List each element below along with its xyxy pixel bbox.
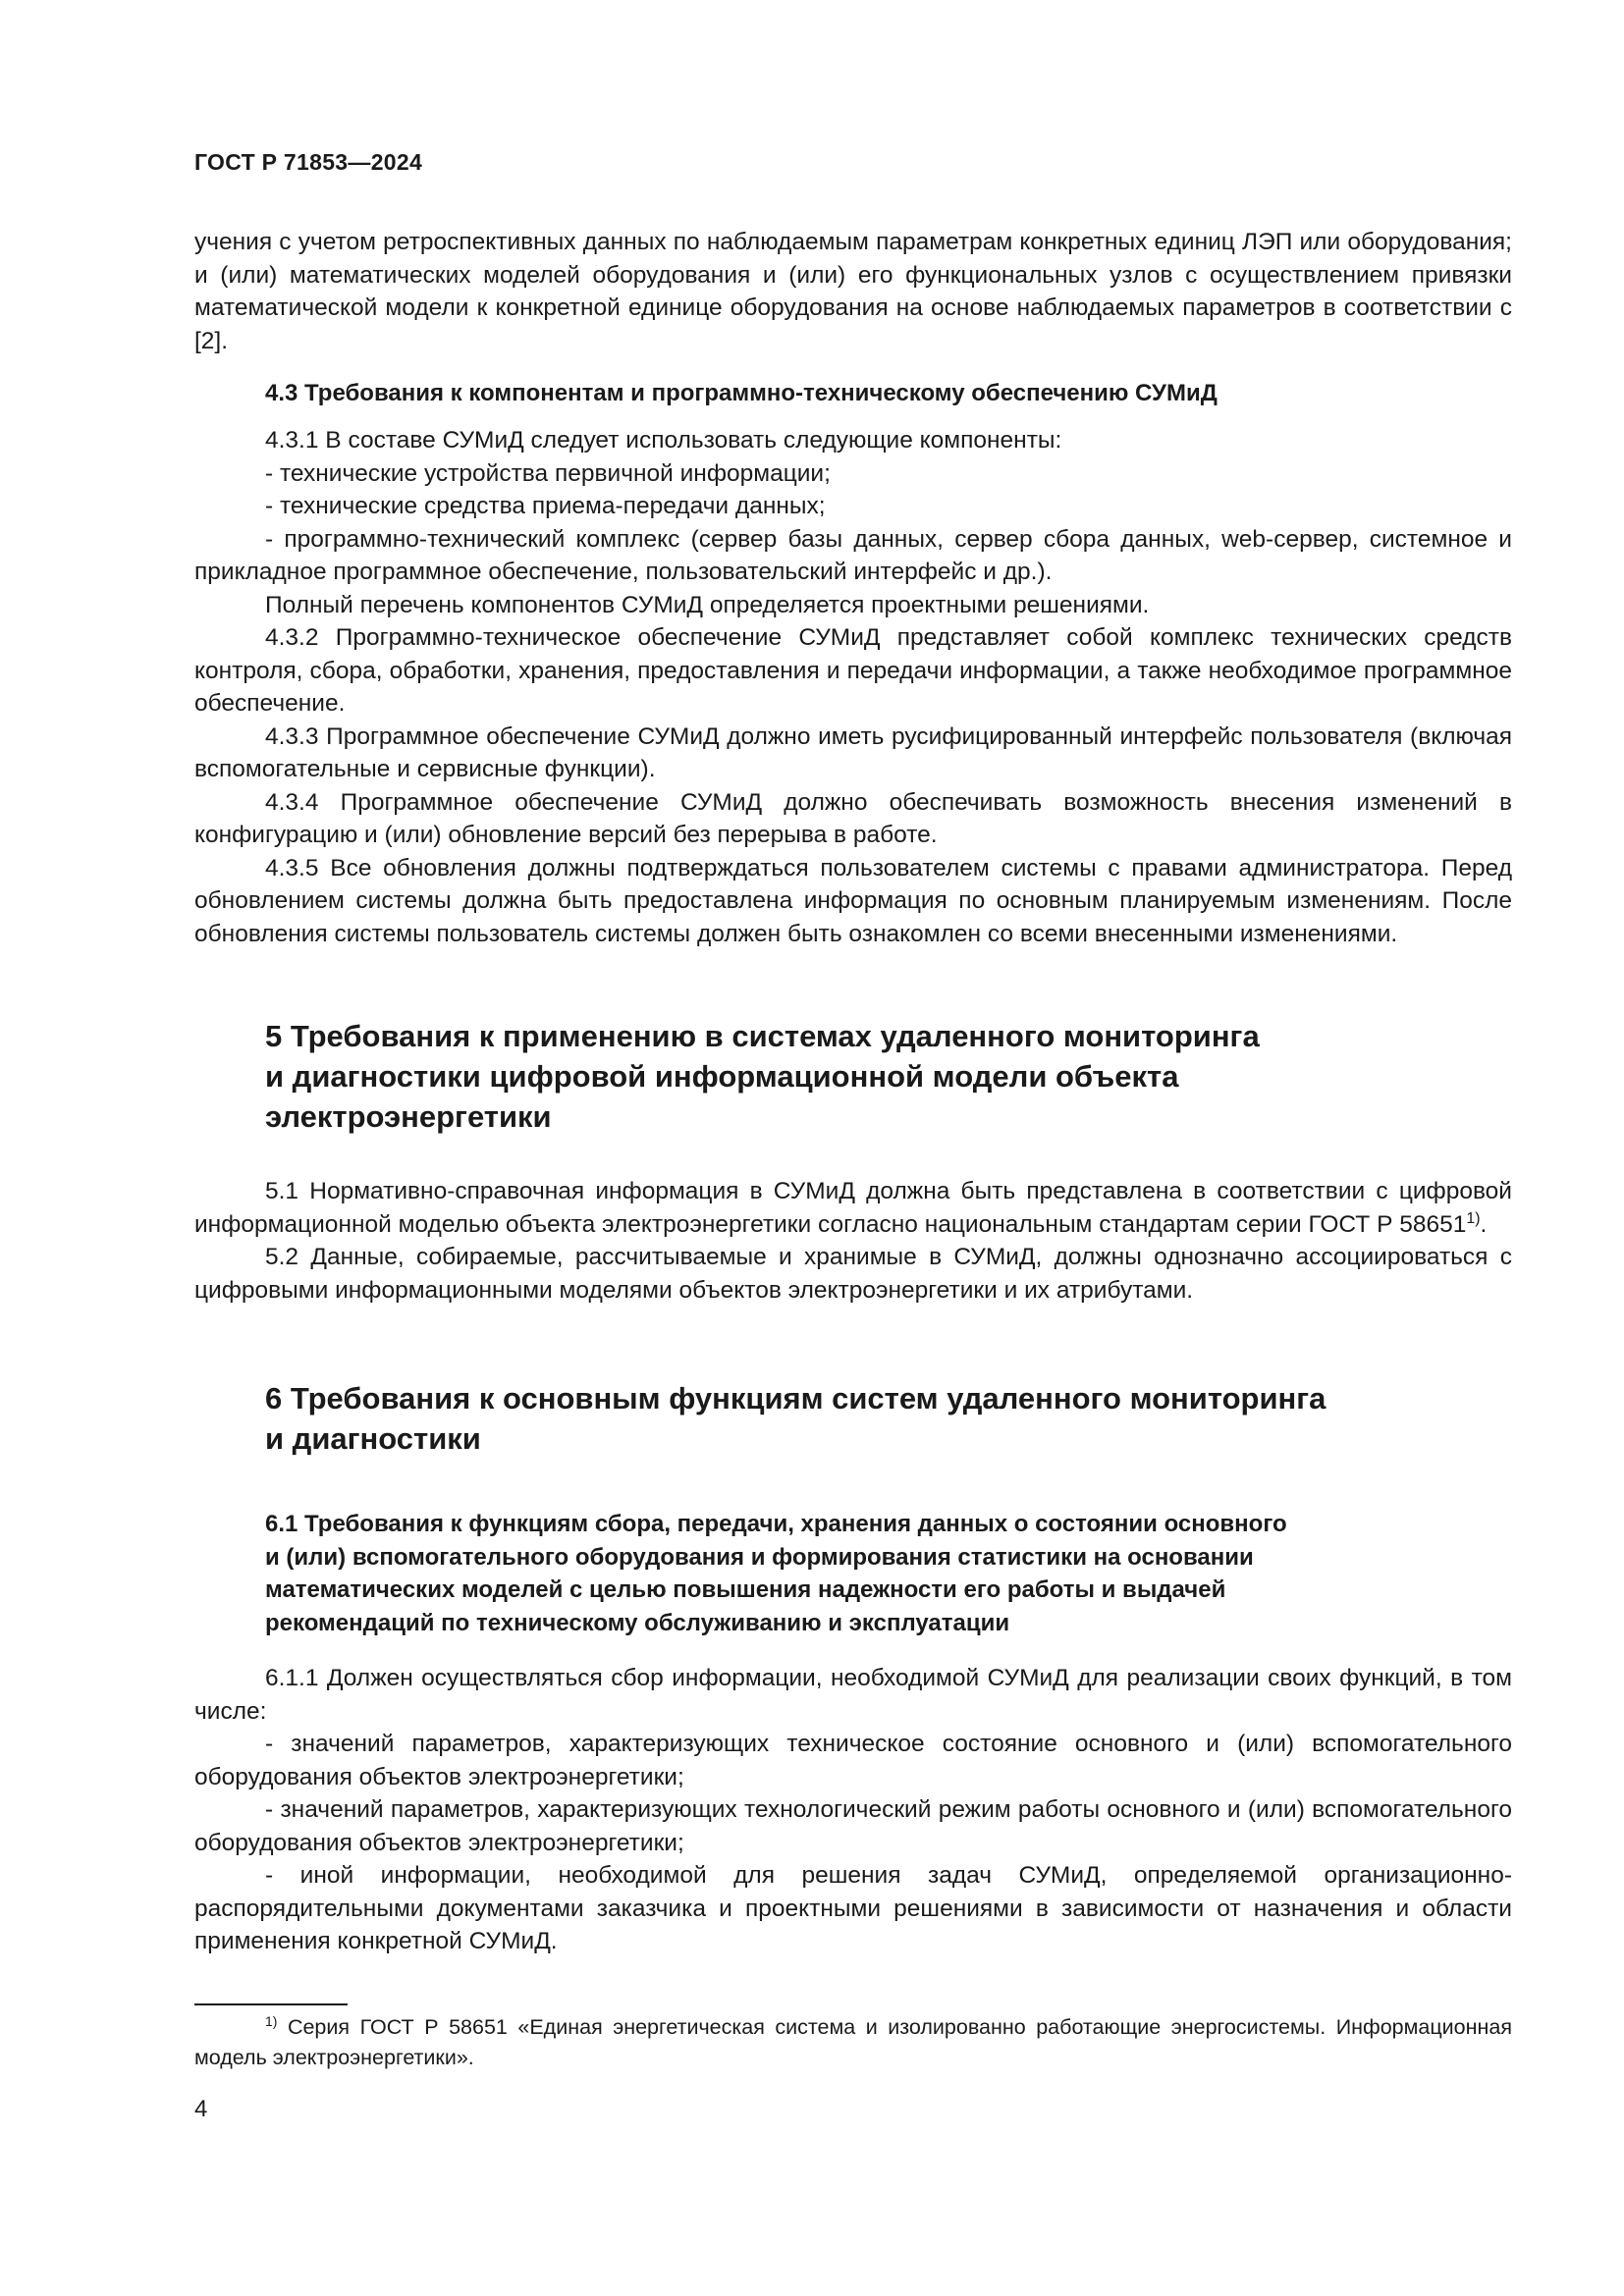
paragraph-5-1-end: . [1480,1210,1488,1238]
footnote-mark: 1) [265,2012,278,2029]
document-id: ГОСТ Р 71853—2024 [194,149,423,175]
paragraph-4-3-4: 4.3.4 Программное обеспечение СУМиД должно обеспечивать возможность внесения изменений в конфигурацию и (или) обновление версий без перерыва в работе. [194,788,1512,848]
section-5-heading-line: 5 Требования к применению в системах удаленного мониторинга [265,1019,1260,1053]
section-4-3-body [194,424,1512,950]
footnote-divider [194,2003,348,2005]
footnote [194,2012,1512,2073]
list-item: - программно-технический комплекс (сервер базы данных, сервер сбора данных, web-сервер, системное и прикладное программное обеспечение, пользовательский интерфейс и др.). [194,525,1512,585]
section-6-1-heading-line: рекомендаций по техническому обслуживанию и эксплуатации [265,1609,1010,1636]
paragraph-5-1 [194,1175,1512,1241]
section-6-heading [265,1378,1394,1459]
paragraph-4-3-3: 4.3.3 Программное обеспечение СУМиД должно иметь русифицированный интерфейс пользователя (включая вспомогательные и сервисные функции). [194,722,1512,782]
list-item: - иной информации, необходимой для решения задач СУМиД, определяемой организационно-распорядительными документами заказчика и проектными решениями в зависимости от назначения и области применения конкретной СУМиД. [194,1862,1512,1954]
paragraph-components: Полный перечень компонентов СУМиД определяется проектными решениями. [265,591,1150,618]
section-6-1-heading-line: и (или) вспомогательного оборудования и формирования статистики на основании [265,1543,1254,1571]
section-5-heading-line: электроэнергетики [265,1099,552,1134]
list-item: - значений параметров, характеризующих технологический режим работы основного и (или) вспомогательного оборудования объектов электроэнергетики; [194,1796,1512,1856]
section-6-1-heading [265,1508,1512,1639]
section-6-heading-line: 6 Требования к основным функциям систем удаленного мониторинга [265,1381,1326,1415]
section-6-1-heading-line: 6.1 Требования к функциям сбора, передачи, хранения данных о состоянии основного [265,1511,1287,1537]
paragraph-4-3-1: 4.3.1 В составе СУМиД следует использовать следующие компоненты: [265,427,1062,454]
paragraph-5-2: 5.2 Данные, собираемые, рассчитываемые и хранимые в СУМиД, должны однозначно ассоциироваться с цифровыми информационными моделями объектов электроэнергетики и их атрибутами. [194,1244,1512,1304]
paragraph-5-1-text: 5.1 Нормативно-справочная информация в СУМиД должна быть представлена в соответствии с цифровой информационной моделью объекта электроэнергетики согласно национальным стандартам серии ГОСТ Р 58651 [194,1178,1512,1238]
section-6-heading-line: и диагностики [265,1421,481,1456]
intro-text: учения с учетом ретроспективных данных по наблюдаемым параметрам конкретных единиц ЛЭП или оборудования; и (или) математических моделей оборудования и (или) его функциональных узлов с осуществлением привязки математической модели к конкретной единице оборудования на основе наблюдаемых параметров в соответствии с [2]. [194,229,1512,354]
section-5-heading [265,1016,1394,1137]
paragraph-4-3-2: 4.3.2 Программно-техническое обеспечение СУМиД представляет собой комплекс технических средств контроля, сбора, обработки, хранения, предоставления и передачи информации, а также необходимое программное обеспечение. [194,624,1512,717]
section-4-3-heading: 4.3 Требования к компонентам и программно-техническому обеспечению СУМиД [265,380,1218,406]
footnote-ref: 1) [1466,1209,1481,1227]
section-6-1-heading-line: математических моделей с целью повышения надежности его работы и выдачей [265,1576,1226,1603]
paragraph-4-3-5: 4.3.5 Все обновления должны подтверждаться пользователем системы с правами администратора. Перед обновлением системы должна быть предоставлена информация по основным планируемым изменениям. После обновления системы пользователь системы должен быть ознакомлен со всеми внесенными изменениями. [194,854,1512,947]
paragraph-6-1-1: 6.1.1 Должен осуществляться сбор информации, необходимой СУМиД для реализации своих функций, в том числе: [194,1665,1512,1725]
list-item: - технические средства приема-передачи данных; [265,493,826,519]
section-5-heading-line: и диагностики цифровой информационной модели объекта [265,1059,1179,1094]
list-item: - технические устройства первичной информации; [265,459,831,487]
footnote-text: Серия ГОСТ Р 58651 «Единая энергетическая система и изолированно работающие энергосистемы. Информационная модель электроэнергетики». [194,2015,1512,2069]
list-item: - значений параметров, характеризующих техническое состояние основного и (или) вспомогательного оборудования объектов электроэнергетики; [194,1731,1512,1790]
page-number: 4 [194,2096,208,2122]
section-6-1-body [194,1662,1512,1958]
intro-paragraph [194,226,1512,357]
section-5-body [194,1175,1512,1307]
